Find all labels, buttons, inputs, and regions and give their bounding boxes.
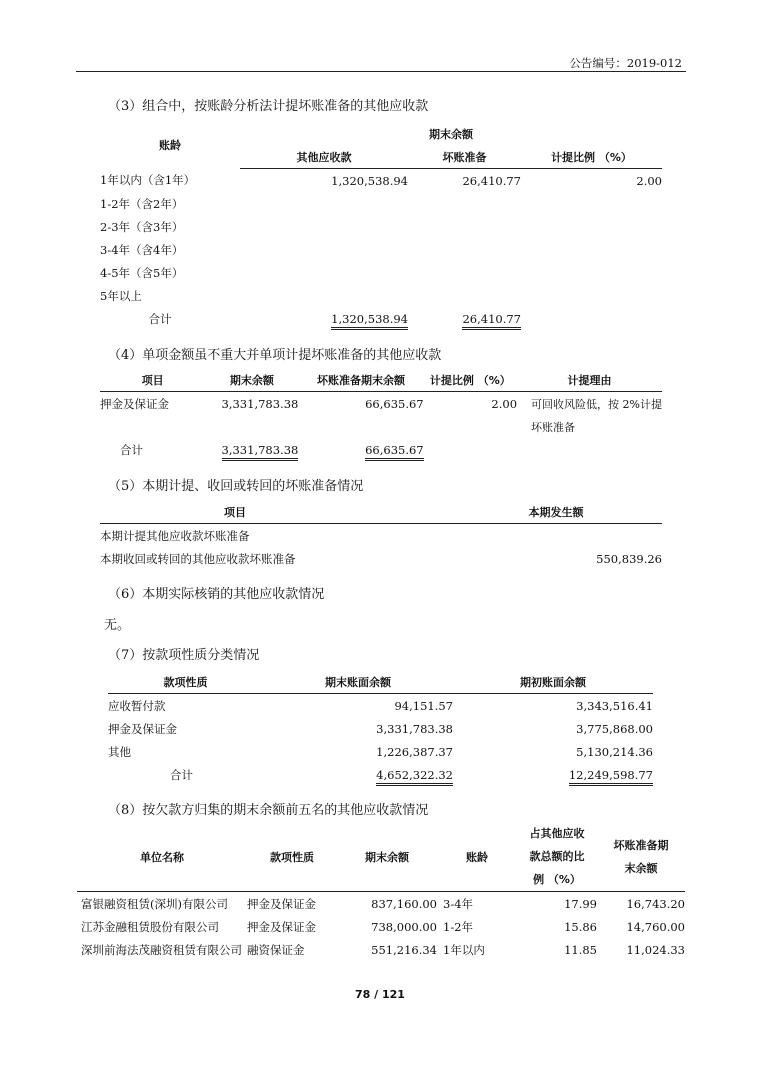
table-row: 5年以上 xyxy=(100,288,142,303)
header-divider xyxy=(76,71,686,72)
table-row: 江苏金融租赁股份有限公司 押金及保证金 738,000.00 1-2年 15.86 14,760.00 xyxy=(81,919,685,934)
table-row: 4-5年（含5年） xyxy=(100,265,184,280)
announcement-code: 公告编号：2019-012 xyxy=(569,56,682,70)
total-receivable: 1,320,538.94 xyxy=(331,312,408,330)
page-number: 78 / 121 xyxy=(355,988,405,1001)
table-row: 本期计提其他应收款坏账准备 xyxy=(100,528,250,543)
col-period-end: 期末余额 xyxy=(429,127,473,141)
aging-table xyxy=(100,122,662,330)
top-five-table: 单位名称 款项性质 期末余额 账龄 占其他应收 款总额的比 例 （%） 坏账准备期 末余额 富银融资租赁(深圳)有限公司 押金及保证金 837,160.00 3-4年 17.99 16,743.20 江苏金融租赁股份有限公司 押金及保证金 738,000.00 1-2年 15.86 14,760.00 深圳前海法茂融资租赁有限公司 融资保证金 551,216.34 1年以内 11.85 11,024.33 xyxy=(77,822,685,961)
col-age: 账龄 xyxy=(159,139,181,153)
section-5-title: （5）本期计提、收回或转回的坏账准备情况 xyxy=(108,479,364,494)
table-row: 3-4年（含4年） xyxy=(100,242,184,257)
section-4-title: （4）单项金额虽不重大并单项计提坏账准备的其他应收款 xyxy=(108,348,442,363)
table-row: 押金及保证金 3,331,783.38 66,635.67 2.00 可回收风险低，按 2%计提 xyxy=(100,396,662,411)
table-row: 1年以内（含1年） 1,320,538.94 26,410.77 2.00 xyxy=(100,173,662,188)
table-row: 1-2年（含2年） xyxy=(100,196,184,211)
section-6-title: （6）本期实际核销的其他应收款情况 xyxy=(108,587,325,602)
total-bad-debt: 26,410.77 xyxy=(462,312,521,330)
none-text: 无。 xyxy=(104,618,131,633)
table-row: 应收暂付款 94,151.57 3,343,516.41 xyxy=(108,698,653,713)
nature-table: 款项性质 期末账面余额 期初账面余额 应收暂付款 94,151.57 3,343,516.41 押金及保证金 3,331,783.38 3,775,868.00 其他 1,226,387.37 5,130,214.36 合计 4,652,322.32 12,249,598.77 xyxy=(108,670,653,786)
total-row: 合计 4,652,322.32 12,249,598.77 xyxy=(108,763,653,786)
section-3-title: （3）组合中，按账龄分析法计提坏账准备的其他应收款 xyxy=(108,99,429,114)
provision-change-table: 项目 本期发生额 本期计提其他应收款坏账准备 本期收回或转回的其他应收款坏账准备 550,839.26 xyxy=(100,500,662,570)
table-row: 其他 1,226,387.37 5,130,214.36 xyxy=(108,744,653,759)
table-row: 本期收回或转回的其他应收款坏账准备 550,839.26 xyxy=(100,551,662,566)
col-ratio: 计提比例 （%） xyxy=(521,145,662,169)
section-8-title: （8）按欠款方归集的期末余额前五名的其他应收款情况 xyxy=(108,803,429,818)
col-bad-debt: 坏账准备 xyxy=(408,145,521,169)
table-row: 押金及保证金 3,331,783.38 3,775,868.00 xyxy=(108,721,653,736)
section-7-title: （7）按款项性质分类情况 xyxy=(108,648,260,663)
total-row: 合计 1,320,538.94 26,410.77 xyxy=(100,307,662,330)
col-other-receivable: 其他应收款 xyxy=(240,145,408,169)
individual-provision-table: 项目 期末余额 坏账准备期末余额 计提比例 （%） 计提理由 押金及保证金 3,331,783.38 66,635.67 2.00 可回收风险低，按 2%计提 坏账准备 合计 3,331,783.38 66,635.67 xyxy=(100,368,662,461)
table-row: 2-3年（含3年） xyxy=(100,219,184,234)
table-row: 深圳前海法茂融资租赁有限公司 融资保证金 551,216.34 1年以内 11.85 11,024.33 xyxy=(81,942,685,957)
total-row: 合计 3,331,783.38 66,635.67 xyxy=(100,438,662,461)
table-row: 富银融资租赁(深圳)有限公司 押金及保证金 837,160.00 3-4年 17.99 16,743.20 xyxy=(81,896,685,911)
